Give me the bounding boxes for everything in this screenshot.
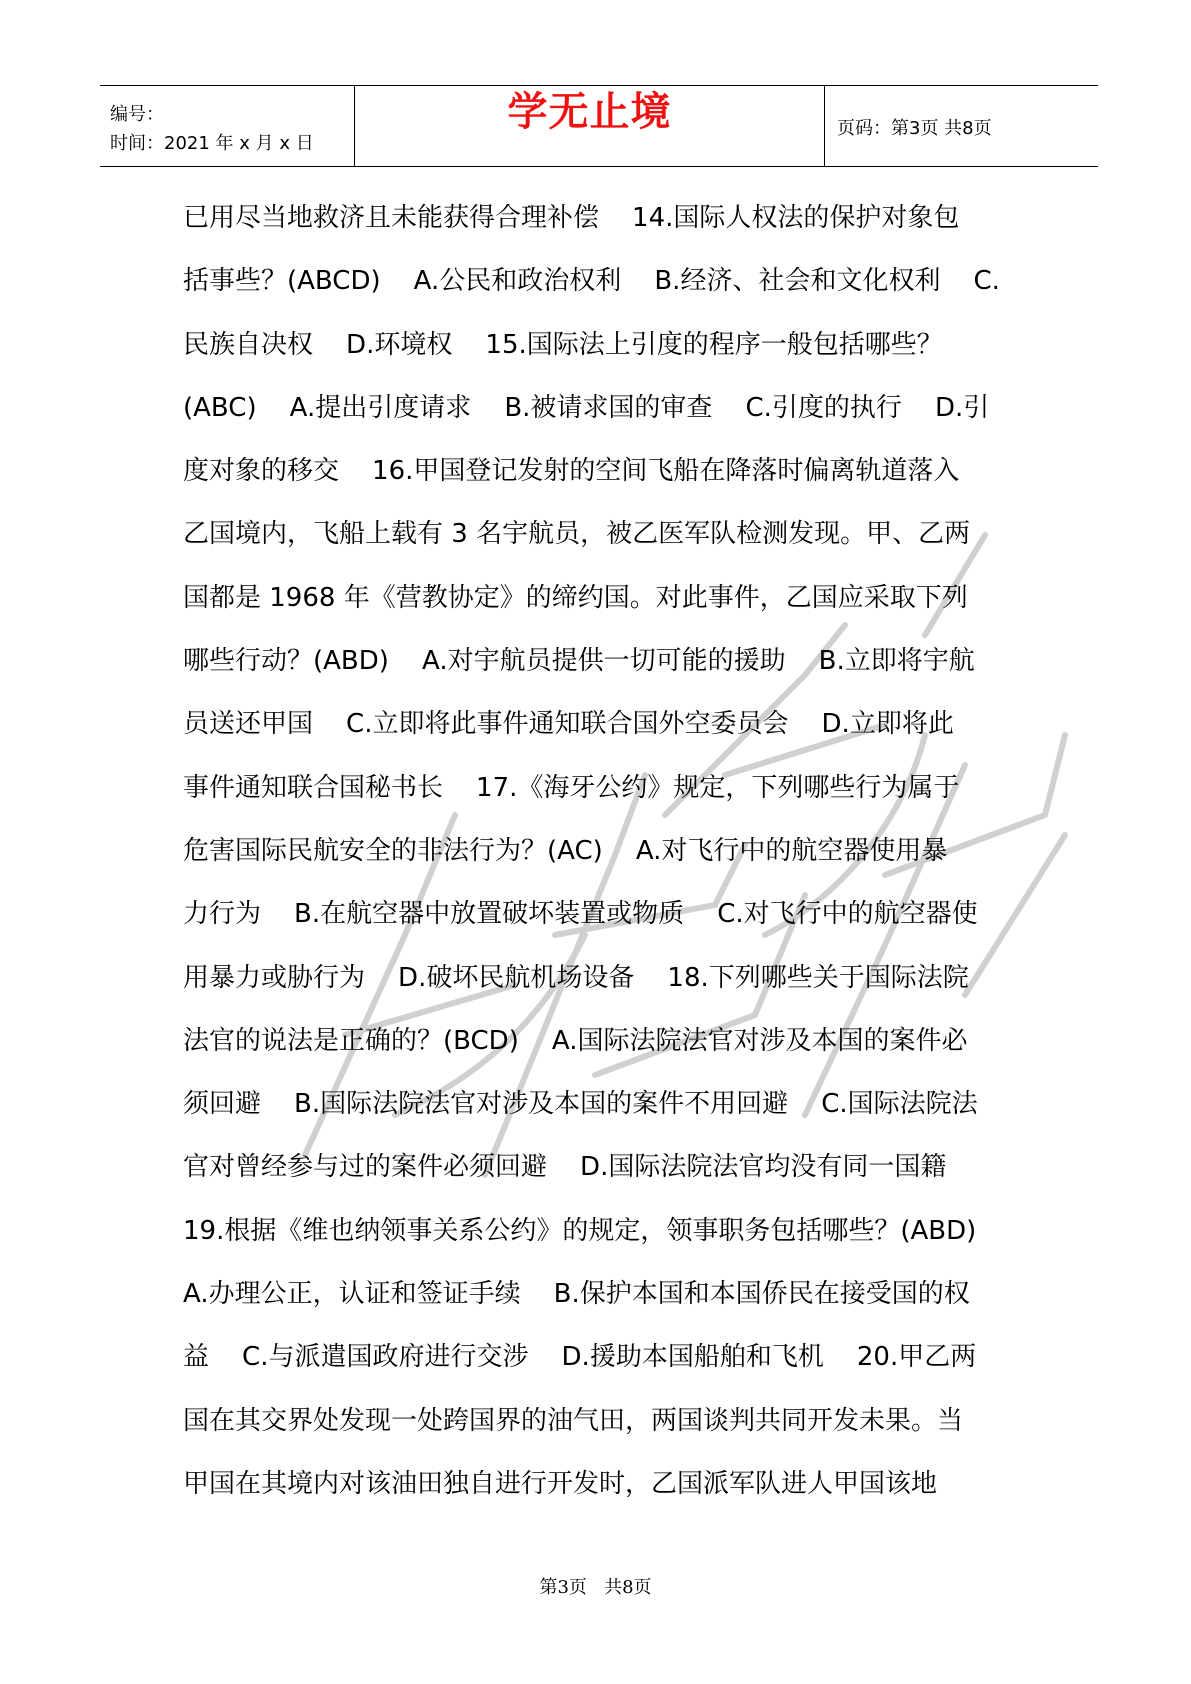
header-page-info: 页码：第3页 共8页: [837, 118, 992, 139]
header-brand-cell: [355, 86, 825, 166]
body-text-line: 乙国境内，飞船上载有 3 名宇航员，被乙医军队检测发现。甲、乙两: [183, 519, 971, 550]
body-text-line: 危害国际民航安全的非法行为？(AC) A.对飞行中的航空器使用暴: [183, 835, 948, 866]
header-meta-cell: [100, 86, 355, 166]
body-text-line: 度对象的移交 16.甲国登记发射的空间飞船在降落时偏离轨道落入: [183, 456, 960, 487]
document-number-label: 编号：: [110, 104, 164, 125]
body-text-line: A.办理公正，认证和签证手续 B.保护本国和本国侨民在接受国的权: [183, 1279, 970, 1310]
body-text-line: 用暴力或胁行为 D.破坏民航机场设备 18.下列哪些关于国际法院: [183, 962, 969, 993]
body-text-line: 法官的说法是正确的？(BCD) A.国际法院法官对涉及本国的案件必: [183, 1025, 968, 1056]
body-text-line: 已用尽当地救济且未能获得合理补偿 14.国际人权法的保护对象包: [183, 203, 960, 233]
body-text-line: 甲国在其境内对该油田独自进行开发时，乙国派军队进人甲国该地: [183, 1468, 938, 1499]
body-text-line: 事件通知联合国秘书长 17.《海牙公约》规定，下列哪些行为属于: [183, 772, 960, 803]
body-text-line: 力行为 B.在航空器中放置破坏装置或物质 C.对飞行中的航空器使: [183, 899, 978, 930]
document-body: [183, 187, 1023, 1516]
page-footer: 第3页 共8页: [539, 1577, 652, 1598]
body-text-line: 括事些？(ABCD) A.公民和政治权利 B.经济、社会和文化权利 C.: [183, 266, 1000, 297]
body-text-line: 须回避 B.国际法院法官对涉及本国的案件不用回避 C.国际法院法: [183, 1089, 978, 1120]
brand-title: 学无止境: [507, 89, 672, 135]
body-text-line: 益 C.与派遣国政府进行交涉 D.援助本国船舶和飞机 20.甲乙两: [183, 1342, 977, 1373]
header-page-cell: [825, 86, 1098, 166]
body-text-line: 哪些行动？(ABD) A.对宇航员提供一切可能的援助 B.立即将宇航: [183, 646, 975, 677]
body-text-line: 官对曾经参与过的案件必须回避 D.国际法院法官均没有同一国籍: [183, 1152, 947, 1183]
body-text-line: 国在其交界处发现一处跨国界的油气田，两国谈判共同开发未果。当: [183, 1405, 964, 1436]
body-text-line: 国都是 1968 年《营教协定》的缔约国。对此事件，乙国应采取下列: [183, 582, 968, 613]
body-text-line: 民族自决权 D.环境权 15.国际法上引度的程序一般包括哪些？: [183, 329, 943, 360]
body-text-line: 员送还甲国 C.立即将此事件通知联合国外空委员会 D.立即将此: [183, 709, 954, 740]
page-header: [100, 85, 1098, 167]
document-time-label: 时间：2021 年 x 月 x 日: [110, 133, 314, 154]
body-text-line: 19.根据《维也纳领事关系公约》的规定，领事职务包括哪些？(ABD): [183, 1215, 977, 1246]
body-text-line: (ABC) A.提出引度请求 B.被请求国的审查 C.引度的执行 D.引: [183, 392, 990, 423]
